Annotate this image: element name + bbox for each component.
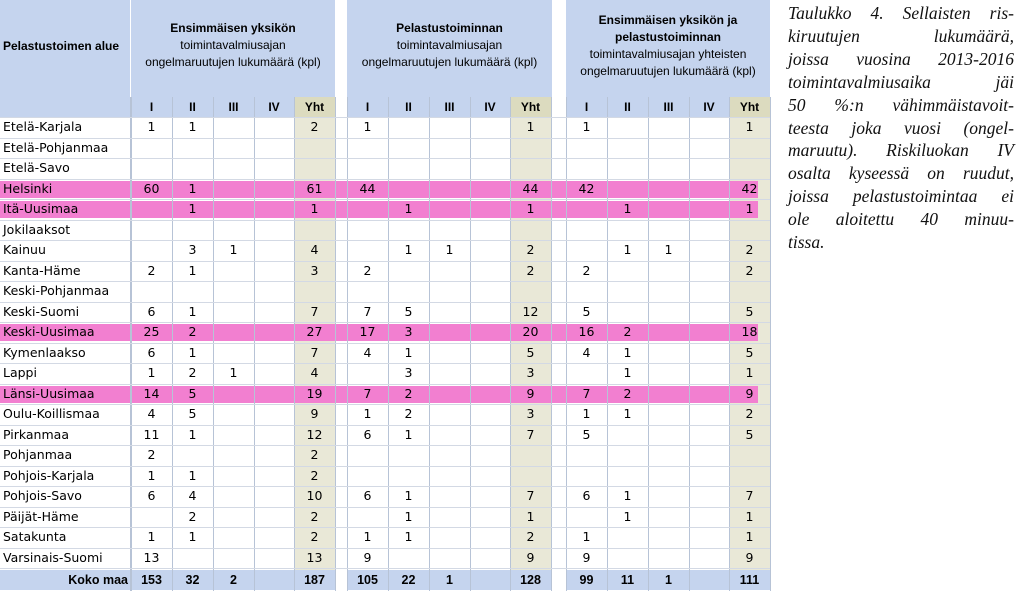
value-cell: 3 (310, 262, 319, 278)
caption-line: joissa pelastustoimintaa ei (788, 186, 1014, 207)
group-line: toimintavalmiusajan (396, 38, 503, 52)
value-cell: 1 (310, 201, 319, 216)
value-cell: 4 (582, 344, 591, 360)
value-cell: 42 (578, 180, 595, 196)
grid-line (0, 199, 770, 200)
group-header-first-unit (131, 0, 335, 97)
value-cell: 2 (623, 385, 632, 401)
grid-line (551, 97, 552, 591)
region-name: Etelä-Savo (3, 160, 70, 175)
value-cell: 1 (745, 119, 754, 134)
value-cell: 3 (404, 324, 413, 339)
value-cell: 1 (526, 508, 535, 524)
value-cell: 19 (306, 385, 323, 401)
region-header-cell (0, 0, 130, 117)
value-cell: 7 (310, 344, 319, 360)
value-cell: 1 (664, 242, 673, 257)
value-cell: 1 (745, 365, 754, 380)
value-cell: 12 (522, 303, 539, 319)
grid-line (0, 507, 770, 508)
value-cell: 2 (188, 365, 197, 380)
value-cell: 60 (143, 180, 160, 196)
value-cell: 6 (147, 344, 156, 360)
value-cell: 5 (188, 406, 197, 421)
value-cell: 44 (359, 180, 376, 196)
subheader-yht: Yht (304, 100, 325, 114)
value-cell: 9 (363, 549, 372, 565)
grid-line (470, 97, 471, 591)
subheader-i: I (149, 100, 154, 114)
region-name: Helsinki (3, 180, 53, 196)
value-cell: 6 (147, 488, 156, 503)
value-cell: 9 (582, 549, 591, 565)
value-cell: 20 (522, 324, 539, 339)
region-name: Satakunta (3, 529, 67, 544)
value-cell: 3 (526, 365, 535, 380)
value-cell: 1 (445, 242, 454, 257)
value-cell: 2 (526, 242, 535, 257)
grid-line (429, 97, 430, 591)
region-name: Keski-Uusimaa (3, 324, 95, 339)
value-cell: 4 (188, 488, 197, 503)
value-cell: 16 (578, 324, 595, 339)
group-title: Ensimmäisen yksikön (170, 21, 296, 35)
value-cell: 5 (745, 426, 754, 442)
value-cell: 18 (741, 324, 758, 339)
value-cell: 9 (310, 406, 319, 421)
value-cell: 1 (623, 344, 632, 360)
caption-line: tissa. (788, 232, 825, 253)
value-cell: 6 (147, 303, 156, 319)
total-value-cell: 105 (357, 573, 378, 587)
value-cell: 4 (310, 242, 319, 257)
value-cell: 1 (147, 467, 156, 483)
value-cell: 2 (147, 262, 156, 278)
group-line: ongelmaruutujen lukumäärä (kpl) (361, 55, 538, 69)
caption-line: teesta joka vuosi (ongel- (788, 117, 1014, 138)
region-name: Jokilaaksot (3, 221, 71, 237)
subheader-i: I (365, 100, 370, 114)
group-title: Ensimmäisen yksikön ja (598, 13, 738, 27)
value-cell: 1 (623, 406, 632, 421)
region-name: Oulu-Koillismaa (3, 406, 100, 421)
region-name: Varsinais-Suomi (3, 549, 103, 565)
value-cell: 11 (143, 426, 160, 442)
value-cell: 7 (363, 385, 372, 401)
total-value-cell: 128 (520, 573, 541, 587)
grid-line (254, 97, 255, 591)
subheader-yht: Yht (520, 100, 541, 114)
total-value-cell: 11 (620, 573, 635, 587)
value-cell: 14 (143, 385, 160, 401)
group-line: ongelmaruutujen lukumäärä (kpl) (580, 64, 756, 78)
total-value-cell: 99 (579, 573, 594, 587)
value-cell: 1 (526, 201, 535, 216)
value-cell: 2 (404, 385, 413, 401)
subheader-ii: II (405, 100, 412, 114)
grid-line (0, 138, 770, 139)
group-header-rescue (347, 0, 552, 97)
value-cell: 9 (745, 385, 754, 401)
region-name: Kymenlaakso (3, 344, 86, 360)
value-cell: 17 (359, 324, 376, 339)
value-cell: 3 (526, 406, 535, 421)
subheader-ii: II (189, 100, 196, 114)
total-value-cell: 111 (739, 573, 760, 587)
caption-line: maruutu). Riskiluokan IV (788, 140, 1014, 161)
value-cell: 1 (188, 180, 197, 196)
value-cell: 5 (188, 385, 197, 401)
value-cell: 2 (188, 508, 197, 524)
grid-line (0, 220, 770, 221)
grid-line (648, 97, 649, 591)
value-cell: 1 (526, 119, 535, 134)
caption-line: 50 %:n vähimmäistavoit- (788, 94, 1014, 115)
subheader-yht: Yht (739, 100, 760, 114)
value-cell: 1 (623, 242, 632, 257)
value-cell: 7 (582, 385, 591, 401)
value-cell: 1 (582, 529, 591, 544)
value-cell: 1 (582, 119, 591, 134)
value-cell: 5 (404, 303, 413, 319)
value-cell: 10 (306, 488, 323, 503)
region-name: Lappi (3, 365, 37, 380)
value-cell: 4 (310, 365, 319, 380)
value-cell: 1 (188, 426, 197, 442)
region-name: Päijät-Häme (3, 508, 79, 524)
caption-line: osalta kyseessä on ruudut, (788, 163, 1014, 184)
value-cell: 13 (143, 549, 160, 565)
value-cell: 1 (147, 529, 156, 544)
value-cell: 2 (310, 467, 319, 483)
value-cell: 61 (306, 180, 323, 196)
caption-line: toimintavalmiusaika jäi (788, 71, 1014, 92)
value-cell: 2 (147, 447, 156, 462)
total-value-cell: 1 (665, 573, 672, 587)
value-cell: 25 (143, 324, 160, 339)
grid-line (0, 568, 770, 569)
value-cell: 6 (363, 426, 372, 442)
value-cell: 1 (188, 119, 197, 134)
group-title: Pelastustoiminnan (396, 21, 503, 35)
group-line: toimintavalmiusajan yhteisten (589, 47, 747, 61)
subheader-i: I (584, 100, 589, 114)
value-cell: 1 (404, 529, 413, 544)
grid-line (0, 466, 770, 467)
value-cell: 1 (229, 242, 238, 257)
value-cell: 4 (147, 406, 156, 421)
value-cell: 2 (404, 406, 413, 421)
value-cell: 7 (745, 488, 754, 503)
total-value-cell: 2 (230, 573, 237, 587)
region-name: Etelä-Pohjanmaa (3, 139, 109, 155)
value-cell: 5 (526, 344, 535, 360)
value-cell: 2 (745, 262, 754, 278)
value-cell: 6 (363, 488, 372, 503)
total-value-cell: 153 (141, 573, 162, 587)
grid-line (0, 445, 770, 446)
grid-line (0, 158, 770, 159)
subheader-ii: II (624, 100, 631, 114)
caption-line: kiruutujen lukumäärä, (788, 25, 1014, 46)
group-header-combined (566, 0, 770, 97)
region-name: Pohjois-Karjala (3, 467, 95, 483)
group-line: ongelmaruutujen lukumäärä (kpl) (145, 55, 321, 69)
value-cell: 1 (147, 365, 156, 380)
subheader-iii: III (444, 100, 455, 114)
value-cell: 7 (526, 488, 535, 503)
value-cell: 1 (623, 508, 632, 524)
value-cell: 5 (745, 303, 754, 319)
value-cell: 9 (526, 549, 535, 565)
value-cell: 1 (745, 529, 754, 544)
value-cell: 1 (188, 262, 197, 278)
value-cell: 9 (745, 549, 754, 565)
value-cell: 1 (363, 406, 372, 421)
value-cell: 7 (363, 303, 372, 319)
value-cell: 1 (188, 303, 197, 319)
value-cell: 2 (310, 447, 319, 462)
value-cell: 2 (310, 119, 319, 134)
caption-line: Taulukko 4. Sellaisten ris- (788, 3, 1014, 23)
subheader-iv: IV (703, 100, 715, 114)
value-cell: 2 (188, 324, 197, 339)
value-cell: 1 (582, 406, 591, 421)
value-cell: 1 (404, 201, 413, 216)
grid-line (0, 281, 770, 282)
value-cell: 2 (526, 529, 535, 544)
value-cell: 2 (745, 406, 754, 421)
value-cell: 5 (582, 426, 591, 442)
value-cell: 1 (404, 508, 413, 524)
region-name: Keski-Pohjanmaa (3, 283, 110, 298)
group-line: toimintavalmiusajan (180, 38, 286, 52)
value-cell: 1 (404, 488, 413, 503)
value-cell: 1 (229, 365, 238, 380)
grid-line (770, 97, 771, 591)
value-cell: 2 (526, 262, 535, 278)
total-value-cell: 187 (304, 573, 325, 587)
value-cell: 9 (526, 385, 535, 401)
value-cell: 27 (306, 324, 323, 339)
value-cell: 1 (745, 508, 754, 524)
total-value-cell: 1 (446, 573, 453, 587)
value-cell: 5 (582, 303, 591, 319)
value-cell: 1 (745, 201, 754, 216)
value-cell: 1 (404, 242, 413, 257)
value-cell: 2 (582, 262, 591, 278)
region-name: Itä-Uusimaa (3, 201, 79, 216)
caption-line: joissa vuosina 2013-2016 (788, 48, 1014, 69)
value-cell: 2 (623, 324, 632, 339)
value-cell: 2 (310, 508, 319, 524)
region-header-label: Pelastustoimen alue (3, 39, 120, 53)
value-cell: 7 (310, 303, 319, 319)
value-cell: 4 (363, 344, 372, 360)
region-name: Pohjanmaa (3, 447, 73, 462)
caption-line: ole aloitettu 40 minuu- (788, 209, 1014, 230)
value-cell: 1 (363, 529, 372, 544)
region-name: Etelä-Karjala (3, 119, 83, 134)
value-cell: 3 (188, 242, 197, 257)
value-cell: 12 (306, 426, 323, 442)
value-cell: 5 (745, 344, 754, 360)
subheader-iv: IV (268, 100, 280, 114)
value-cell: 44 (522, 180, 539, 196)
value-cell: 1 (147, 119, 156, 134)
value-cell: 1 (188, 201, 197, 216)
value-cell: 2 (310, 529, 319, 544)
subheader-iv: IV (484, 100, 496, 114)
subheader-iii: III (228, 100, 239, 114)
value-cell: 7 (526, 426, 535, 442)
region-name: Länsi-Uusimaa (3, 385, 95, 401)
value-cell: 1 (404, 344, 413, 360)
total-value-cell: 32 (185, 573, 200, 587)
region-name: Pohjois-Savo (3, 488, 82, 503)
grid-line (689, 97, 690, 591)
value-cell: 13 (306, 549, 323, 565)
value-cell: 2 (363, 262, 372, 278)
value-cell: 2 (745, 242, 754, 257)
value-cell: 1 (363, 119, 372, 134)
region-name: Kainuu (3, 242, 46, 257)
group-title-2: pelastustoiminnan (614, 30, 721, 44)
subheader-iii: III (663, 100, 674, 114)
region-name: Pirkanmaa (3, 426, 69, 442)
value-cell: 1 (623, 488, 632, 503)
grid-line (335, 97, 336, 591)
value-cell: 3 (404, 365, 413, 380)
value-cell: 1 (188, 344, 197, 360)
value-cell: 6 (582, 488, 591, 503)
value-cell: 1 (623, 365, 632, 380)
grid-line (213, 97, 214, 591)
value-cell: 1 (188, 529, 197, 544)
value-cell: 1 (623, 201, 632, 216)
value-cell: 1 (188, 467, 197, 483)
grid-line (0, 363, 770, 364)
value-cell: 1 (404, 426, 413, 442)
table-caption (788, 2, 1014, 254)
total-value-cell: 22 (401, 573, 416, 587)
region-name: Keski-Suomi (3, 303, 80, 319)
region-name: Kanta-Häme (3, 262, 81, 278)
total-label: Koko maa (68, 573, 128, 587)
value-cell: 42 (741, 180, 758, 196)
